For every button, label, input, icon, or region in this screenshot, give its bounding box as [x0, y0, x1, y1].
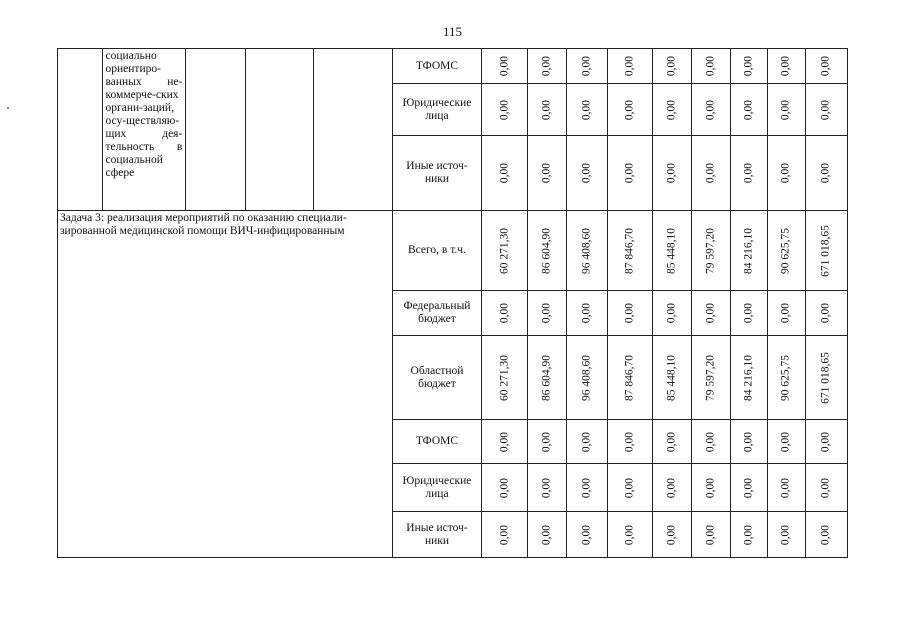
amount-value: 0,00 [498, 99, 511, 120]
amount-value: 0,00 [704, 477, 717, 498]
amount-value: 0,00 [704, 99, 717, 120]
amount-cell [481, 211, 527, 291]
amount-value: 0,00 [665, 477, 678, 498]
amount-cell [481, 336, 527, 420]
amount-cell [692, 512, 731, 558]
amount-value: 0,00 [580, 55, 593, 77]
amount-cell [730, 336, 767, 420]
amount-value: 0,00 [665, 55, 678, 77]
amount-cell [566, 136, 608, 211]
amount-cell [528, 49, 567, 84]
amount-cell [566, 84, 608, 136]
amount-cell [730, 49, 767, 84]
amount-value: 87 846,70 [623, 354, 636, 401]
amount-value: 0,00 [665, 431, 678, 452]
amount-value: 0,00 [742, 55, 755, 77]
amount-value: 0,00 [665, 302, 678, 324]
amount-cell [767, 49, 806, 84]
amount-cell [481, 49, 527, 84]
amount-cell [692, 336, 731, 420]
amount-value: 90 625,75 [779, 227, 792, 274]
amount-cell [730, 84, 767, 136]
amount-cell [652, 464, 692, 512]
amount-value: 0,00 [779, 431, 792, 452]
amount-cell [566, 420, 608, 464]
amount-cell [652, 211, 692, 291]
amount-cell [481, 512, 527, 558]
amount-cell [608, 136, 652, 211]
amount-value: 0,00 [779, 99, 792, 120]
amount-cell [481, 84, 527, 136]
amount-cell [528, 84, 567, 136]
period-end-cell [313, 49, 392, 211]
amount-cell [806, 211, 848, 291]
amount-value: 0,00 [742, 431, 755, 452]
amount-value: 0,00 [742, 524, 755, 545]
amount-cell [730, 291, 767, 336]
amount-cell [528, 211, 567, 291]
amount-value: 0,00 [779, 302, 792, 324]
amount-cell [767, 136, 806, 211]
amount-value: 0,00 [540, 162, 553, 184]
amount-cell [767, 420, 806, 464]
amount-cell [481, 464, 527, 512]
empty-number-cell [58, 49, 103, 211]
amount-value: 0,00 [742, 162, 755, 184]
amount-value: 60 271,30 [498, 227, 511, 274]
amount-cell [528, 464, 567, 512]
amount-value: 0,00 [623, 55, 636, 77]
table-row [58, 211, 905, 291]
amount-value: 0,00 [623, 431, 636, 452]
amount-cell [806, 136, 848, 211]
amount-cell [692, 420, 731, 464]
amount-value: 0,00 [742, 302, 755, 324]
funding-source-cell: Иные источ-ники [393, 136, 482, 211]
amount-value: 0,00 [819, 162, 832, 184]
amount-cell [806, 49, 848, 84]
amount-cell [806, 420, 848, 464]
amount-value: 0,00 [819, 431, 832, 452]
amount-cell [730, 136, 767, 211]
amount-value: 87 846,70 [623, 227, 636, 274]
amount-cell [692, 291, 731, 336]
amount-value: 0,00 [819, 99, 832, 120]
amount-value: 0,00 [704, 431, 717, 452]
amount-cell [652, 336, 692, 420]
funding-source-cell: ТФОМС [393, 420, 482, 464]
amount-value: 0,00 [540, 302, 553, 324]
amount-value: 0,00 [623, 162, 636, 184]
amount-cell [652, 291, 692, 336]
amount-cell [767, 211, 806, 291]
funding-source-cell: Юридические лица [393, 84, 482, 136]
amount-cell [767, 512, 806, 558]
amount-cell [652, 420, 692, 464]
amount-value: 0,00 [540, 55, 553, 77]
amount-cell [692, 84, 731, 136]
amount-value: 0,00 [540, 431, 553, 452]
amount-value: 0,00 [665, 99, 678, 120]
amount-cell [608, 84, 652, 136]
amount-value: 0,00 [819, 302, 832, 324]
amount-value: 0,00 [779, 477, 792, 498]
amount-cell [608, 336, 652, 420]
amount-cell [730, 211, 767, 291]
amount-cell [566, 336, 608, 420]
amount-value: 0,00 [498, 524, 511, 545]
amount-cell [652, 84, 692, 136]
period-start-cell [245, 49, 313, 211]
amount-value: 0,00 [779, 55, 792, 77]
amount-cell [481, 420, 527, 464]
amount-cell [566, 291, 608, 336]
amount-cell [608, 211, 652, 291]
amount-value: 0,00 [779, 162, 792, 184]
amount-cell [692, 49, 731, 84]
amount-cell [767, 464, 806, 512]
amount-value: 0,00 [704, 55, 717, 77]
amount-value: 0,00 [498, 477, 511, 498]
amount-value: 85 448,10 [665, 227, 678, 274]
amount-value: 79 597,20 [704, 227, 717, 274]
amount-value: 0,00 [742, 99, 755, 120]
amount-cell [730, 420, 767, 464]
amount-cell [608, 49, 652, 84]
page-number: 115 [442, 24, 463, 39]
amount-cell [608, 464, 652, 512]
amount-cell [608, 420, 652, 464]
amount-cell [806, 84, 848, 136]
amount-cell [730, 512, 767, 558]
amount-cell [806, 512, 848, 558]
amount-cell [652, 136, 692, 211]
amount-cell [767, 291, 806, 336]
amount-cell [566, 211, 608, 291]
amount-value: 0,00 [498, 431, 511, 452]
amount-value: 0,00 [580, 524, 593, 545]
amount-value: 0,00 [742, 477, 755, 498]
amount-cell [608, 512, 652, 558]
amount-value: 0,00 [819, 55, 832, 77]
task-heading-cell: Задача 3: реализация мероприятий по оказанию специали-зированной медицинской помощи ВИЧ-инфицированным [58, 211, 393, 558]
amount-cell [652, 512, 692, 558]
table-row [58, 49, 905, 84]
amount-value: 0,00 [540, 99, 553, 120]
amount-value: 0,00 [819, 524, 832, 545]
amount-cell [767, 84, 806, 136]
measure-description-cell: социально ориентиро-ванных не-коммерче-ских органи-заций, осу-ществляю-щих дея-тельность в социальной сфере [102, 49, 186, 211]
amount-value: 0,00 [498, 162, 511, 184]
amount-value: 0,00 [498, 302, 511, 324]
amount-value: 0,00 [580, 99, 593, 120]
amount-cell [730, 464, 767, 512]
amount-cell [806, 464, 848, 512]
amount-value: 0,00 [540, 477, 553, 498]
amount-value: 96 408,60 [580, 227, 593, 274]
amount-value: 0,00 [819, 477, 832, 498]
amount-value: 0,00 [580, 477, 593, 498]
amount-cell [692, 136, 731, 211]
amount-cell [806, 336, 848, 420]
amount-cell [767, 336, 806, 420]
amount-cell [481, 136, 527, 211]
amount-cell [566, 464, 608, 512]
executor-cell [186, 49, 245, 211]
amount-value: 0,00 [540, 524, 553, 545]
funding-source-cell: Юридические лица [393, 464, 482, 512]
amount-value: 84 216,10 [742, 227, 755, 274]
amount-value: 671 018,65 [819, 224, 832, 277]
amount-value: 0,00 [779, 524, 792, 545]
amount-cell [528, 291, 567, 336]
budget-table [57, 48, 905, 558]
amount-value: 0,00 [623, 477, 636, 498]
funding-source-cell: Федеральный бюджет [393, 291, 482, 336]
amount-value: 0,00 [580, 162, 593, 184]
amount-cell [692, 464, 731, 512]
amount-cell [566, 49, 608, 84]
scan-speck [7, 107, 9, 109]
amount-value: 79 597,20 [704, 354, 717, 401]
amount-cell [806, 291, 848, 336]
amount-cell [528, 136, 567, 211]
amount-value: 0,00 [704, 524, 717, 545]
funding-source-cell: ТФОМС [393, 49, 482, 84]
amount-value: 0,00 [704, 302, 717, 324]
amount-value: 0,00 [580, 302, 593, 324]
amount-cell [528, 336, 567, 420]
amount-value: 671 018,65 [819, 351, 832, 404]
amount-value: 90 625,75 [779, 354, 792, 401]
amount-cell [692, 211, 731, 291]
amount-cell [652, 49, 692, 84]
funding-source-cell: Областной бюджет [393, 336, 482, 420]
amount-value: 0,00 [665, 162, 678, 184]
amount-value: 85 448,10 [665, 354, 678, 401]
amount-value: 86 604,90 [540, 354, 553, 401]
amount-value: 96 408,60 [580, 354, 593, 401]
amount-value: 84 216,10 [742, 354, 755, 401]
amount-value: 60 271,30 [498, 354, 511, 401]
budget-table-wrapper [57, 48, 905, 558]
funding-source-cell: Иные источ-ники [393, 512, 482, 558]
amount-cell [566, 512, 608, 558]
amount-cell [528, 512, 567, 558]
amount-value: 0,00 [623, 99, 636, 120]
amount-value: 0,00 [665, 524, 678, 545]
amount-cell [608, 291, 652, 336]
amount-cell [481, 291, 527, 336]
amount-value: 0,00 [498, 55, 511, 77]
amount-value: 0,00 [704, 162, 717, 184]
amount-value: 86 604,90 [540, 227, 553, 274]
amount-cell [528, 420, 567, 464]
amount-value: 0,00 [623, 302, 636, 324]
amount-value: 0,00 [580, 431, 593, 452]
amount-value: 0,00 [623, 524, 636, 545]
funding-source-cell: Всего, в т.ч. [393, 211, 482, 291]
